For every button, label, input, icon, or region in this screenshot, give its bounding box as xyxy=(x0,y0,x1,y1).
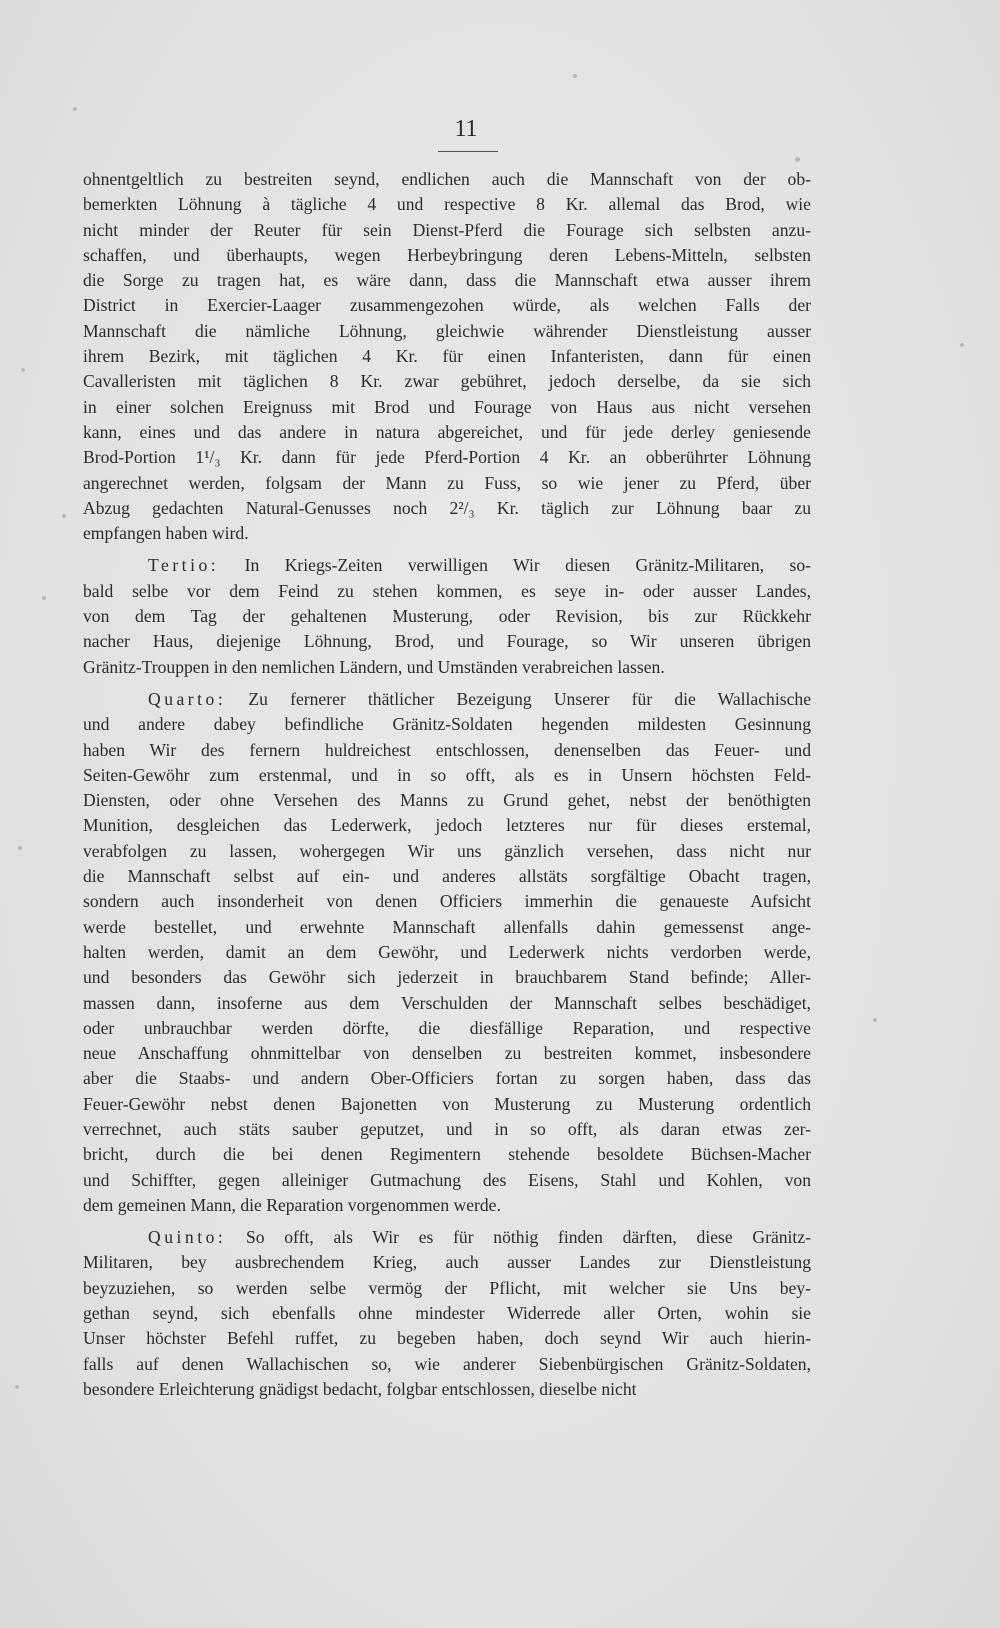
line-text: die Sorge zu tragen hat, es wäre dann, dass die Mannschaft etwa ausser ihrem xyxy=(83,270,811,291)
line-text: beyzuziehen, so werden selbe vermög der Pflicht, mit welcher sie Uns bey- xyxy=(83,1277,811,1298)
text-line xyxy=(83,1377,811,1402)
text-line xyxy=(83,1142,811,1167)
line-text: sondern auch insonderheit von denen Officiers immerhin die genaueste Aufsicht xyxy=(83,891,811,912)
line-text: und besonders das Gewöhr sich jederzeit in brauchbarem Stand befinde; Aller- xyxy=(83,967,811,988)
paragraph xyxy=(83,167,811,546)
text-line xyxy=(83,864,811,889)
paper-speck xyxy=(62,514,66,518)
line-text: neue Anschaffung ohnmittelbar von denselben zu bestreiten kommet, insbesondere xyxy=(83,1043,811,1064)
paper-speck xyxy=(573,74,577,78)
text-line xyxy=(83,218,811,243)
text-line xyxy=(83,1066,811,1091)
text-line xyxy=(83,1352,811,1377)
text-line xyxy=(83,1117,811,1142)
text-line xyxy=(83,420,811,445)
line-text: Munition, desgleichen das Lederwerk, jedoch letzteres nur für dieses erstemal, xyxy=(83,815,811,836)
paragraph xyxy=(83,553,811,679)
section-lead: Quinto: xyxy=(148,1227,227,1248)
line-text: ihrem Bezirk, mit täglichen 4 Kr. für einen Infanteristen, dann für einen xyxy=(83,346,811,367)
text-line xyxy=(83,763,811,788)
line-text: besondere Erleichterung gnädigst bedacht, folgbar entschlossen, dieselbe nicht xyxy=(83,1378,637,1399)
text-line xyxy=(83,940,811,965)
paper-speck xyxy=(15,1385,19,1389)
line-text: Cavalleristen mit täglichen 8 Kr. zwar gebühret, jedoch derselbe, da sie sich xyxy=(83,371,811,392)
text-line xyxy=(83,1301,811,1326)
text-line xyxy=(83,293,811,318)
line-text: Gränitz-Trouppen in den nemlichen Ländern, und Umständen verabreichen lassen. xyxy=(83,656,665,677)
text-line xyxy=(83,1276,811,1301)
line-text: Diensten, oder ohne Versehen des Manns zu Grund gehet, nebst der benöthigten xyxy=(83,790,811,811)
text-line xyxy=(83,445,811,470)
text-line xyxy=(83,1041,811,1066)
line-text: dem gemeinen Mann, die Reparation vorgenommen werde. xyxy=(83,1194,501,1215)
text-line xyxy=(83,521,811,546)
line-text: bemerkten Löhnung à tägliche 4 und respective 8 Kr. allemal das Brod, wie xyxy=(83,194,811,215)
line-text: Zu fernerer thätlicher Bezeigung Unserer für die Wallachische xyxy=(226,688,811,709)
line-text: von dem Tag der gehaltenen Musterung, oder Revision, bis zur Rückkehr xyxy=(83,606,811,627)
text-line xyxy=(83,788,811,813)
line-text: falls auf denen Wallachischen so, wie anderer Siebenbürgischen Gränitz-Soldaten, xyxy=(83,1353,811,1374)
text-line xyxy=(83,1225,811,1250)
text-line xyxy=(83,629,811,654)
text-line xyxy=(83,738,811,763)
text-line xyxy=(83,1092,811,1117)
text-line xyxy=(83,496,811,521)
line-text: nicht minder der Reuter für sein Dienst-Pferd die Fourage sich selbsten anzu- xyxy=(83,219,811,240)
line-text: Abzug gedachten Natural-Genusses noch 2²/₃ Kr. täglich zur Löhnung baar zu xyxy=(83,497,811,518)
line-text: Unser höchster Befehl ruffet, zu begeben haben, doch seynd Wir auch hierin- xyxy=(83,1328,811,1349)
line-text: Mannschaft die nämliche Löhnung, gleichwie währender Dienstleistung ausser xyxy=(83,320,811,341)
text-line xyxy=(83,889,811,914)
text-line xyxy=(83,243,811,268)
text-line xyxy=(83,813,811,838)
paper-speck xyxy=(960,343,964,347)
line-text: verrechnet, auch stäts sauber geputzet, und in so offt, als daran etwas zer- xyxy=(83,1118,811,1139)
line-text: kann, eines und das andere in natura abgereichet, und für jede derley geniesende xyxy=(83,421,811,442)
text-line xyxy=(83,319,811,344)
page-number: 11 xyxy=(454,116,478,142)
text-line xyxy=(83,1016,811,1041)
text-line xyxy=(83,344,811,369)
text-line xyxy=(83,1168,811,1193)
paper-speck xyxy=(73,107,77,111)
line-text: So offt, als Wir es für nöthig finden därften, diese Gränitz- xyxy=(226,1227,811,1248)
text-line xyxy=(83,553,811,578)
line-text: die Mannschaft selbst auf ein- und anderes allstäts sorgfältige Obacht tragen, xyxy=(83,866,811,887)
paper-speck xyxy=(42,596,46,600)
line-text: verabfolgen zu lassen, wohergegen Wir uns gänzlich versehen, dass nicht nur xyxy=(83,840,811,861)
text-line xyxy=(83,167,811,192)
text-line xyxy=(83,687,811,712)
line-text: halten werden, damit an dem Gewöhr, und Lederwerk nichts verdorben werde, xyxy=(83,941,811,962)
text-line xyxy=(83,604,811,629)
section-lead: Tertio: xyxy=(148,555,220,576)
text-line xyxy=(83,395,811,420)
text-line xyxy=(83,991,811,1016)
line-text: Brod-Portion 1¹/₃ Kr. dann für jede Pferd-Portion 4 Kr. an obberührter Löhnung xyxy=(83,447,811,468)
text-line xyxy=(83,915,811,940)
line-text: in einer solchen Ereignuss mit Brod und Fourage von Haus aus nicht versehen xyxy=(83,396,811,417)
paragraph xyxy=(83,687,811,1218)
line-text: aber die Staabs- und andern Ober-Officiers fortan zu sorgen haben, dass das xyxy=(83,1068,811,1089)
paper-speck xyxy=(873,1018,877,1022)
line-text: nacher Haus, diejenige Löhnung, Brod, und Fourage, so Wir unseren übrigen xyxy=(83,631,811,652)
text-line xyxy=(83,369,811,394)
text-line xyxy=(83,1250,811,1275)
line-text: ohnentgeltlich zu bestreiten seynd, endlichen auch die Mannschaft von der ob- xyxy=(83,169,811,189)
line-text: haben Wir des fernern huldreichest entschlossen, denenselben das Feuer- und xyxy=(83,739,811,760)
line-text: oder unbrauchbar werden dörfte, die diesfällige Reparation, und respective xyxy=(83,1017,811,1038)
text-line xyxy=(83,192,811,217)
text-line xyxy=(83,965,811,990)
line-text: schaffen, und überhaupts, wegen Herbeybringung deren Lebens-Mitteln, selbsten xyxy=(83,244,811,265)
text-line xyxy=(83,712,811,737)
line-text: In Kriegs-Zeiten verwilligen Wir diesen Gränitz-Militaren, so- xyxy=(219,555,811,576)
line-text: gethan seynd, sich ebenfalls ohne mindester Widerrede aller Orten, wohin sie xyxy=(83,1303,811,1324)
line-text: werde bestellet, und erwehnte Mannschaft allenfalls dahin gemessenst ange- xyxy=(83,916,811,937)
text-line xyxy=(83,655,811,680)
line-text: bald selbe vor dem Feind zu stehen kommen, es seye in- oder ausser Landes, xyxy=(83,580,811,601)
line-text: empfangen haben wird. xyxy=(83,523,249,544)
document-body xyxy=(83,167,811,1409)
paragraph xyxy=(83,1225,811,1402)
line-text: Feuer-Gewöhr nebst denen Bajonetten von Musterung zu Musterung ordentlich xyxy=(83,1093,811,1114)
paper-speck xyxy=(21,368,25,372)
text-line xyxy=(83,471,811,496)
paper-speck xyxy=(795,157,800,162)
line-text: und andere dabey befindliche Gränitz-Soldaten hegenden mildesten Gesinnung xyxy=(83,714,811,735)
line-text: Militaren, bey ausbrechendem Krieg, auch ausser Landes zur Dienstleistung xyxy=(83,1252,811,1273)
text-line xyxy=(83,839,811,864)
text-line xyxy=(83,1193,811,1218)
text-line xyxy=(83,1326,811,1351)
line-text: massen dann, insoferne aus dem Verschulden der Mannschaft selbes beschädiget, xyxy=(83,992,811,1013)
line-text: bricht, durch die bei denen Regimentern stehende besoldete Büchsen-Macher xyxy=(83,1144,811,1165)
line-text: District in Exercier-Laager zusammengezohen würde, als welchen Falls der xyxy=(83,295,811,316)
line-text: und Schiffter, gegen alleiniger Gutmachung des Eisens, Stahl und Kohlen, von xyxy=(83,1169,811,1190)
paper-speck xyxy=(18,846,22,850)
line-text: Seiten-Gewöhr zum erstenmal, und in so offt, als es in Unsern höchsten Feld- xyxy=(83,764,811,785)
line-text: angerechnet werden, folgsam der Mann zu Fuss, so wie jener zu Pferd, über xyxy=(83,472,811,493)
text-line xyxy=(83,579,811,604)
text-line xyxy=(83,268,811,293)
section-lead: Quarto: xyxy=(148,688,227,709)
page-number-rule xyxy=(438,151,498,152)
